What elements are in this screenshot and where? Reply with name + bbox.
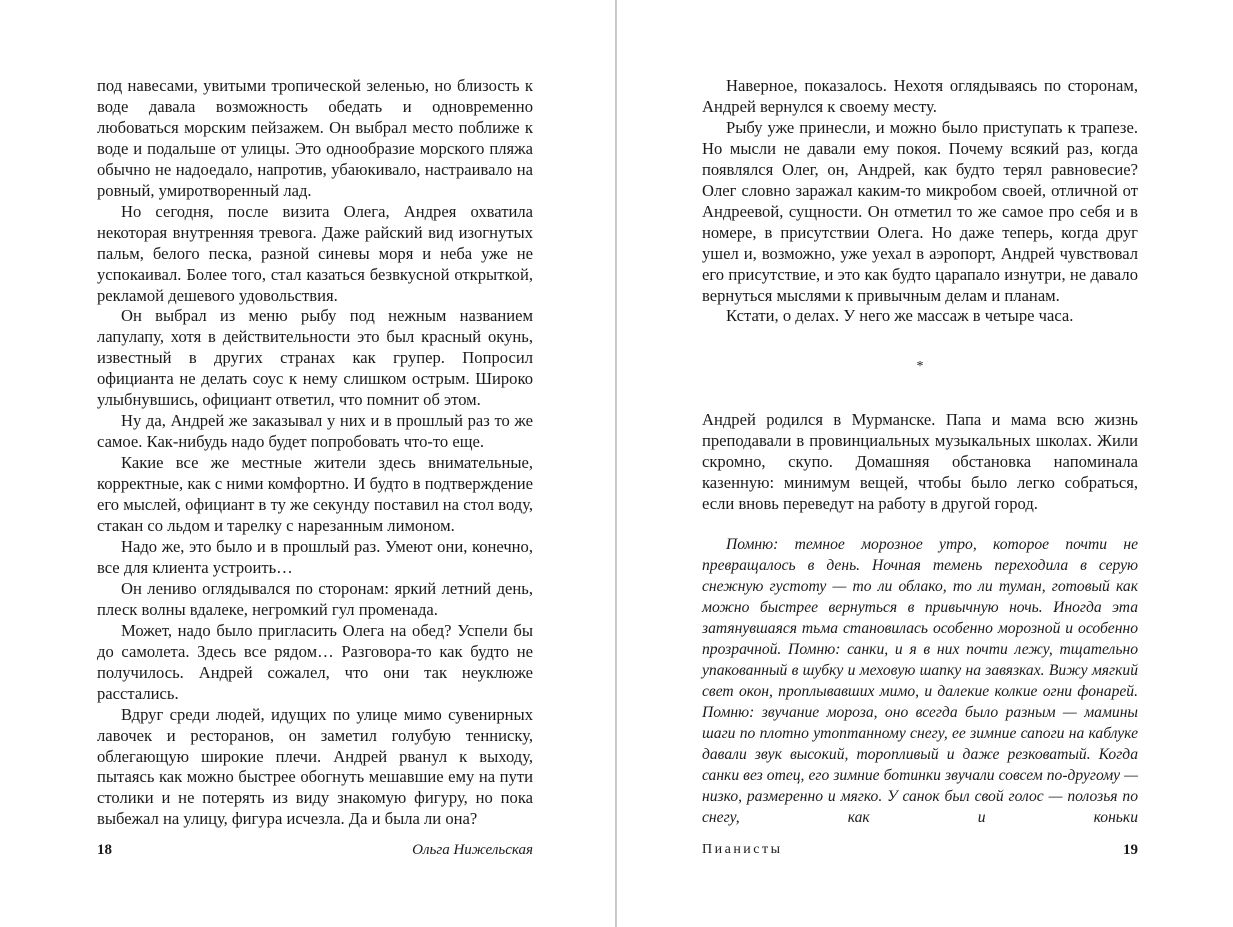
book-gutter <box>615 0 617 927</box>
left-page <box>97 76 533 830</box>
paragraph: Он лениво оглядывался по сторонам: яркий летний день, плеск волны вдалеке, негромкий гул променада. <box>97 578 533 619</box>
italic-paragraph: Помню: темное морозное утро, которое почти не превращалось в день. Ночная темень переходила в серую снежную густоту — то ли облако, то ли туман, готовый как можно быстрее вернуться в привычную ночь. Иногда эта затянувшаяся тьма становилась особенно морозной и особенно прозрачной. Помню: санки, и я в них почти лежу, тщательно упакованный в шубку и меховую шапку на завязках. Вижу мягкий свет окон, проплывавших мимо, и далекие колкие огни фонарей. Помню: звучание мороза, оно всегда было разным — мамины шаги по плотно утоптанному снегу, ее зимние сапоги на каблуке давали звук высокий, торопливый и даже резковатый. Когда санки вез отец, его зимние ботинки звучали совсем по-другому — низко, размеренно и мягко. У санок был свой голос — полозья по снегу, как и коньки <box>702 536 1138 826</box>
paragraph: Может, надо было пригласить Олега на обед? Успели бы до самолета. Здесь все рядом… Разговора-то как будто не получилось. Андрей сожалел, что они так неуклюже расстались. <box>97 620 533 703</box>
page-number: 19 <box>1123 842 1138 858</box>
paragraph: Кстати, о делах. У него же массаж в четыре часа. <box>726 306 1074 326</box>
paragraph: Но сегодня, после визита Олега, Андрея охватила некоторая внутренняя тревога. Даже райский вид изогнутых пальм, белого песка, разной синевы моря и неба уже не успокаивал. Более того, стал казаться безвкусной открыткой, рекламой дешевого удовольствия. <box>97 201 533 305</box>
right-page-footer <box>702 840 1138 860</box>
paragraph: Андрей родился в Мурманске. Папа и мама всю жизнь преподавали в провинциальных музыкальных школах. Жили скромно, скупо. Домашняя обстановка напоминала казенную: минимум вещей, чтобы было легко собраться, если вновь переведут на работу в другой город. <box>702 410 1138 514</box>
paragraph: Ну да, Андрей же заказывал у них и в прошлый раз то же самое. Как-нибудь надо будет попробовать что-то еще. <box>97 411 533 452</box>
paragraph: Надо же, это было и в прошлый раз. Умеют они, конечно, все для клиента устроить… <box>97 536 533 577</box>
paragraph: Вдруг среди людей, идущих по улице мимо сувенирных лавочек и ресторанов, он заметил голубую тенниску, облегающую широкие плечи. Андрей рванул к выходу, пытаясь как можно быстрее обогнуть мешавшие ему на пути столики и не потерять из виду знакомую фигуру, но пока выбежал на улицу, фигура исчезла. Да и была ли она? <box>97 704 533 829</box>
paragraph: Он выбрал из меню рыбу под нежным названием лапулапу, хотя в действительности это был красный окунь, известный в других странах как групер. Попросил официанта не делать соус к нему слишком острым. Широко улыбнувшись, официант ответил, что помнит об этом. <box>97 306 533 410</box>
page-number: 18 <box>97 842 112 858</box>
left-page-text <box>97 76 533 830</box>
paragraph: Какие все же местные жители здесь внимательные, корректные, как с ними комфортно. И будто в подтверждение его мыслей, официант в ту же секунду поставил на стол воду, стакан со льдом и тарелку с нарезанным лимоном. <box>97 453 533 536</box>
italic-memory-text <box>702 535 1138 828</box>
paragraph: под навесами, увитыми тропической зеленью, но близость к воде давала возможность обедать и одновременно любоваться морским пейзажем. Он выбрал место поближе к воде и подальше от улицы. Это однообразие морского пляжа обычно не надоедало, напротив, убаюкивало, настраивало на ровный, умиротворенный лад. <box>97 76 533 200</box>
running-head-author: Ольга Нижельская <box>412 842 533 858</box>
right-page-text <box>702 76 1138 327</box>
section-separator: * <box>916 359 924 375</box>
section-text <box>702 410 1138 515</box>
paragraph: Рыбу уже принесли, и можно было приступать к трапезе. Но мысли не давали ему покоя. Почему всякий раз, когда появлялся Олег, он, Андрей, как будто терял равновесие? Олег словно заражал каким-то микробом своей, отличной от Андреевой, сущности. Он отметил то же самое про себя и в номере, в присутствии Олега. Но даже теперь, когда друг ушел и, возможно, уже уехал в аэропорт, Андрей чувствовал его присутствие, и это как будто царапало изнутри, не давало вернуться мыслями к привычным делам и планам. <box>702 117 1138 305</box>
right-page <box>702 76 1138 829</box>
running-head-title: Пианисты <box>702 842 783 857</box>
left-page-footer <box>97 840 533 860</box>
paragraph: Наверное, показалось. Нехотя оглядываясь по сторонам, Андрей вернулся к своему месту. <box>702 76 1138 116</box>
